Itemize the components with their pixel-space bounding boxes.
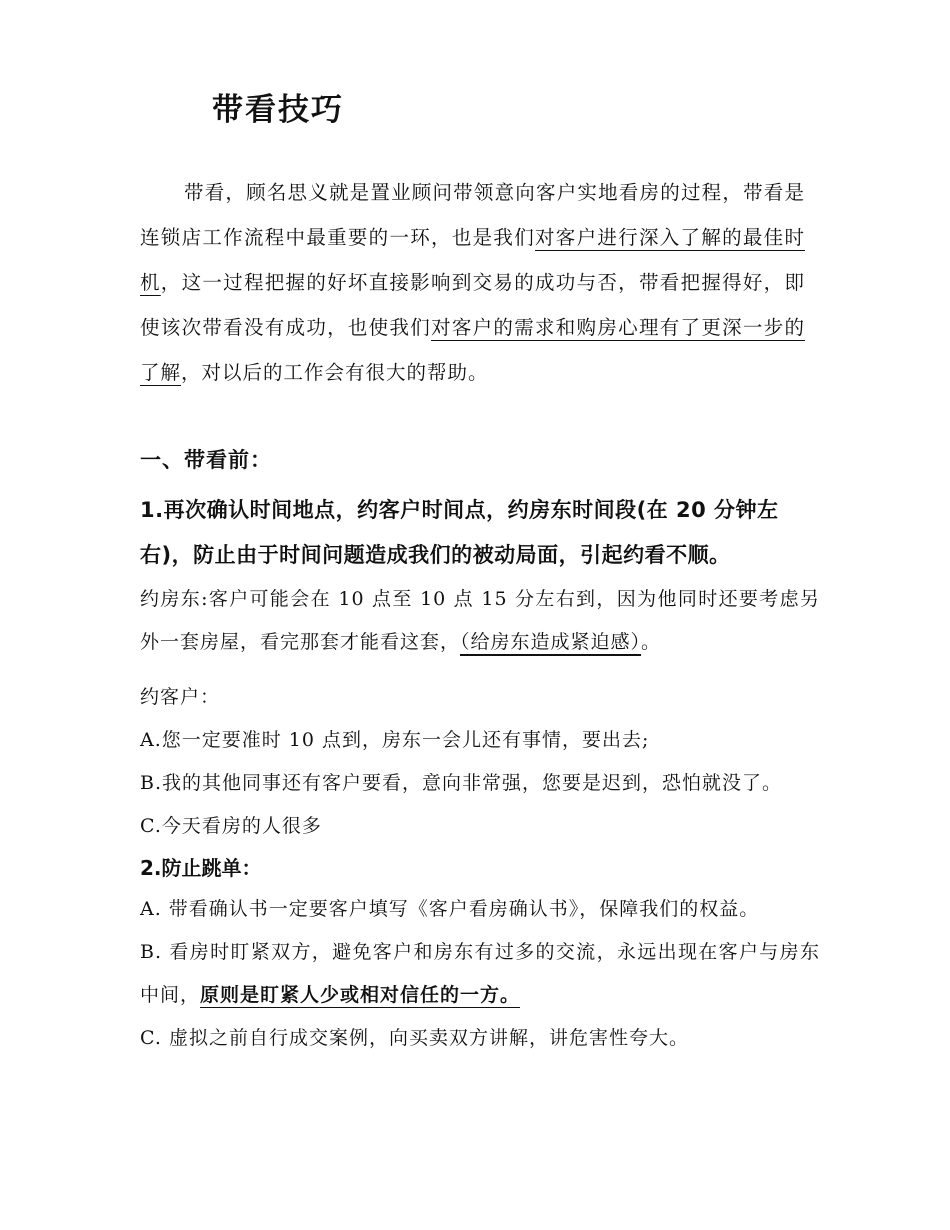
landlord-end: 。: [641, 631, 662, 653]
item2-heading: 2.防止跳单：: [140, 856, 262, 880]
anti-skip-b-underline: 原则是盯紧人少或相对信任的一方。: [200, 984, 521, 1006]
landlord-paragraph: [140, 578, 820, 664]
anti-skip-b-text: B. 看房时盯紧双方，避免客户和房东有过多的交流，永远出现在客户与房东中间，: [140, 941, 820, 1006]
document-title: 带看技巧: [212, 92, 344, 128]
client-item-b: B.我的其他同事还有客户要看，意向非常强，您要是迟到，恐怕就没了。: [140, 772, 783, 794]
intro-text-1: 带看，顾名思义就是置业顾问带领意向客户实地看房的过程，带看是连锁店工作流程中最重要的一环，也是我们: [140, 181, 805, 249]
anti-skip-item-a: A. 带看确认书一定要客户填写《客户看房确认书》，保障我们的权益。: [140, 898, 760, 920]
intro-underline-2: 对客户的需求和购房心理有了更深一步的了解: [140, 316, 805, 384]
client-item-a: A.您一定要准时 10 点到，房东一会儿还有事情，要出去;: [140, 729, 650, 751]
landlord-text: 约房东:客户可能会在 10 点至 10 点 15 分左右到，因为他同时还要考虑另外一套房屋，看完那套才能看这套，: [140, 588, 820, 653]
landlord-underline: （给房东造成紧迫感）: [460, 631, 642, 653]
intro-text-3: ，对以后的工作会有很大的帮助。: [181, 361, 489, 384]
anti-skip-item-b: [140, 931, 820, 1017]
intro-text-2: ，这一过程把握的好坏直接影响到交易的成功与否，带看把握得好，即使该次带看没有成功，也使我们: [140, 271, 805, 339]
anti-skip-item-c: C. 虚拟之前自行成交案例，向买卖双方讲解，讲危害性夸大。: [140, 1027, 689, 1049]
section-heading: 一、带看前：: [140, 448, 272, 472]
item1-heading: 1.再次确认时间地点，约客户时间点，约房东时间段(在 20 分钟左右)，防止由于时间问题造成我们的被动局面，引起约看不顺。: [140, 498, 779, 567]
section-before-viewing: [140, 440, 820, 1060]
spacer: [140, 664, 820, 676]
intro-paragraph: [140, 170, 805, 395]
client-label: 约客户：: [140, 686, 221, 708]
client-item-c: C.今天看房的人很多: [140, 815, 322, 837]
intro-underline-1: 对客户进行深入了解的最佳时机: [140, 226, 805, 294]
